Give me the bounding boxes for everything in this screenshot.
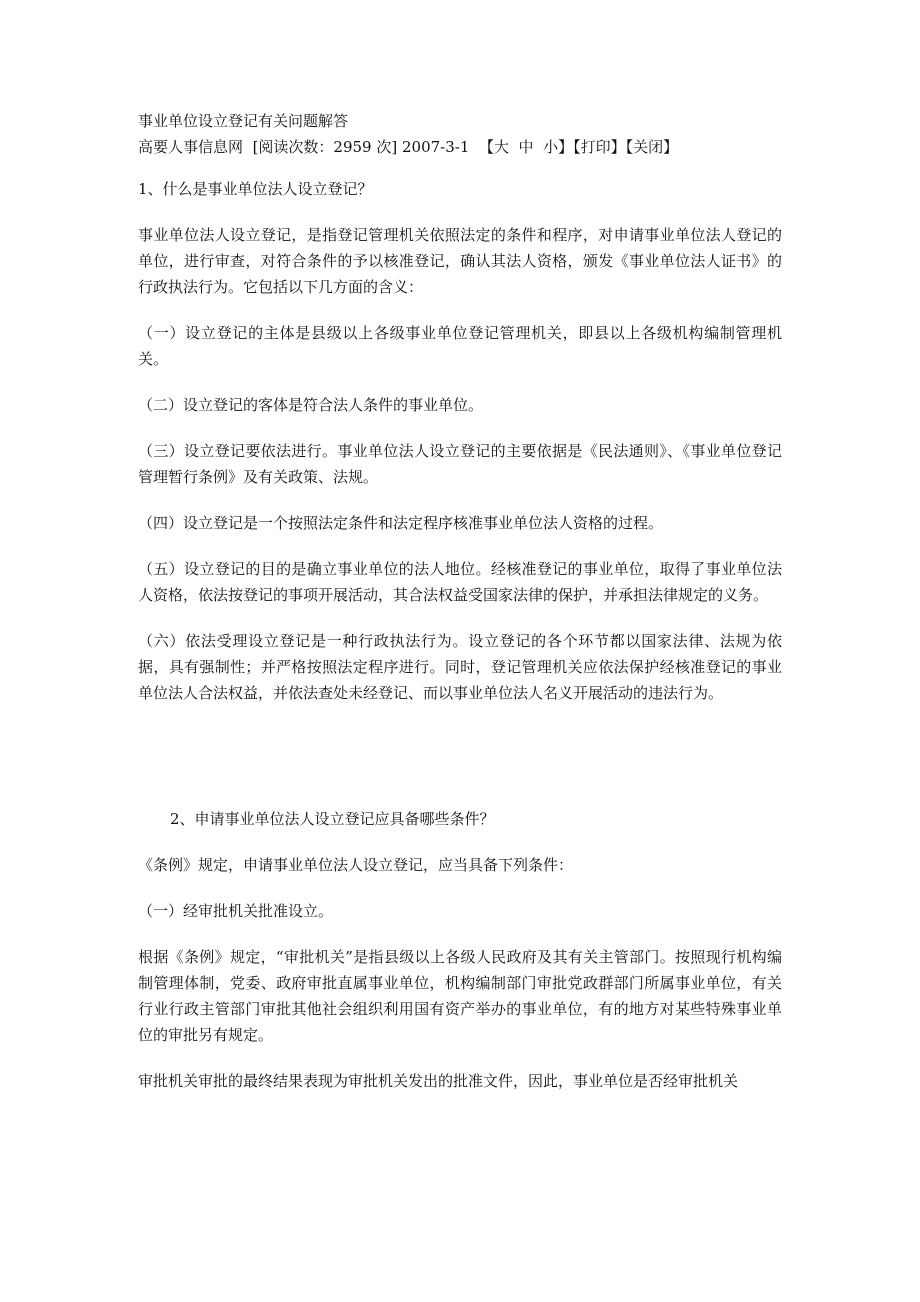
section1-point-1: （一）设立登记的主体是县级以上各级事业单位登记管理机关，即县以上各级机构编制管理机关。 (138, 324, 782, 368)
font-size-open-bracket: 【 (478, 138, 494, 156)
section1-point-3: （三）设立登记要依法进行。事业单位法人设立登记的主要依据是《民法通则》、《事业单位登记管理暂行条例》及有关政策、法规。 (138, 442, 782, 486)
section1-point-5: （五）设立登记的目的是确立事业单位的法人地位。经核准登记的事业单位，取得了事业单位法人资格，依法按登记的事项开展活动，其合法权益受国家法律的保护，并承担法律规定的义务。 (138, 560, 782, 604)
section2-explanation: 根据《条例》规定，“审批机关”是指县级以上各级人民政府及其有关主管部门。按照现行机构编制管理体制，党委、政府审批直属事业单位，机构编制部门审批党政群部门所属事业单位，有关行业行政主管部门审批其他社会组织利用国有资产举办的事业单位，有的地方对某些特殊事业单位的审批另有规定。 (138, 948, 782, 1044)
font-size-large-link[interactable]: 大 (493, 138, 509, 156)
section1-intro: 事业单位法人设立登记，是指登记管理机关依照法定的条件和程序，对申请事业单位法人登记的单位，进行审查，对符合条件的予以核准登记，确认其法人资格，颁发《事业单位法人证书》的行政执法行为。它包括以下几方面的含义： (138, 226, 782, 296)
section2-continuation: 审批机关审批的最终结果表现为审批机关发出的批准文件，因此，事业单位是否经审批机关 (138, 1072, 739, 1090)
font-size-small-link[interactable]: 小 (543, 138, 559, 156)
close-link[interactable]: 【关闭】 (625, 138, 679, 156)
section2-intro: 《条例》规定，申请事业单位法人设立登记，应当具备下列条件： (138, 856, 574, 874)
section1-question: 1、什么是事业单位法人设立登记？ (138, 180, 373, 198)
section1-point-2: （二）设立登记的客体是符合法人条件的事业单位。 (138, 396, 484, 414)
source-name: 高要人事信息网 (138, 138, 244, 156)
view-count: [阅读次数：2959 次] (252, 138, 398, 156)
section2-point-1: （一）经审批机关批准设立。 (138, 902, 334, 920)
document-page (138, 108, 782, 1094)
section2-question: 2、申请事业单位法人设立登记应具备哪些条件？ (170, 810, 495, 828)
article-meta (138, 134, 782, 160)
section1-point-4: （四）设立登记是一个按照法定条件和法定程序核准事业单位法人资格的过程。 (138, 514, 664, 532)
publish-date: 2007-3-1 (402, 138, 470, 156)
section1-point-6: （六）依法受理设立登记是一种行政执法行为。设立登记的各个环节都以国家法律、法规为依据，具有强制性；并严格按照法定程序进行。同时，登记管理机关应依法保护经核准登记的事业单位法人合法权益，并依法查处未经登记、而以事业单位法人名义开展活动的违法行为。 (138, 632, 782, 702)
font-size-close-bracket: 】 (558, 138, 574, 156)
article-title: 事业单位设立登记有关问题解答 (138, 112, 349, 130)
print-link[interactable]: 【打印】 (573, 138, 626, 156)
font-size-medium-link[interactable]: 中 (518, 138, 534, 156)
